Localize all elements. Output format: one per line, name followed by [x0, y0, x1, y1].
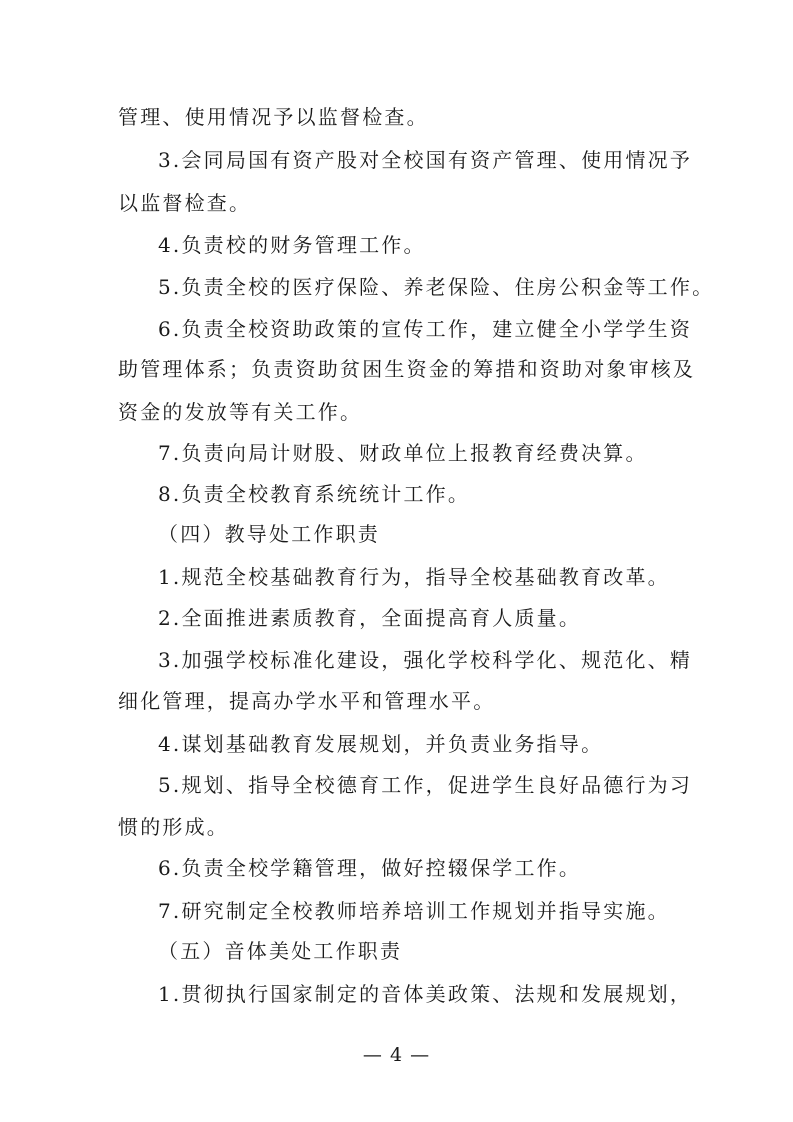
text-line: 助管理体系；负责资助贫困生资金的筹措和资助对象审核及 — [118, 357, 696, 381]
text-line: 资金的发放等有关工作。 — [118, 400, 363, 424]
text-line: 6.负责全校资助政策的宣传工作，建立健全小学学生资 — [158, 317, 693, 341]
text-line: 5.负责全校的医疗保险、养老保险、住房公积金等工作。 — [158, 275, 715, 299]
section-heading: （五）音体美处工作职责 — [158, 939, 403, 963]
text-line: 7.研究制定全校教师培养培训工作规划并指导实施。 — [158, 899, 670, 923]
text-line: 8.负责全校教育系统统计工作。 — [158, 482, 471, 506]
text-line: 1.贯彻执行国家制定的音体美政策、法规和发展规划， — [158, 982, 693, 1006]
text-line: 细化管理，提高办学水平和管理水平。 — [118, 689, 496, 713]
text-line: 7.负责向局计财股、财政单位上报教育经费决算。 — [158, 441, 648, 465]
text-line: 惯的形成。 — [118, 815, 229, 839]
text-line: 1.规范全校基础教育行为，指导全校基础教育改革。 — [158, 565, 670, 589]
text-line: 3.会同局国有资产股对全校国有资产管理、使用情况予 — [158, 148, 693, 172]
text-line: 3.加强学校标准化建设，强化学校科学化、规范化、精 — [158, 648, 693, 672]
text-line: 4.负责校的财务管理工作。 — [158, 233, 426, 257]
page-number: — 4 — — [362, 1044, 431, 1066]
section-heading: （四）教导处工作职责 — [158, 522, 380, 546]
text-line: 管理、使用情况予以监督检查。 — [118, 105, 429, 129]
text-line: 4.谋划基础教育发展规划，并负责业务指导。 — [158, 732, 604, 756]
text-line: 6.负责全校学籍管理，做好控辍保学工作。 — [158, 856, 582, 880]
text-line: 2.全面推进素质教育，全面提高育人质量。 — [158, 606, 582, 630]
text-line: 以监督检查。 — [118, 191, 252, 215]
text-line: 5.规划、指导全校德育工作，促进学生良好品德行为习 — [158, 773, 693, 797]
